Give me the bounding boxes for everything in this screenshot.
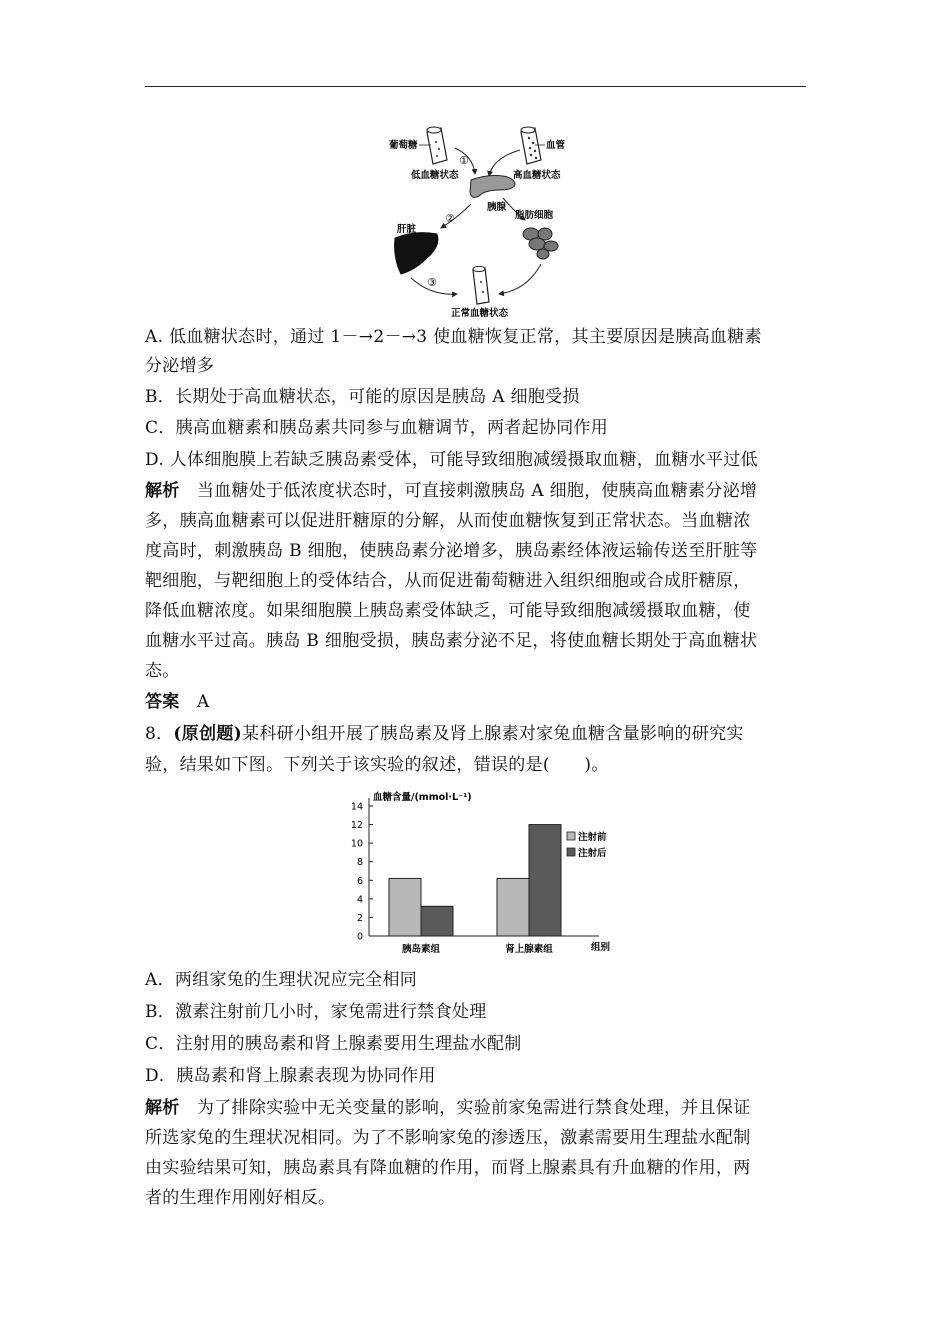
q7-analysis-label: 解析 [145,481,180,501]
y-tick-label: 4 [356,894,363,906]
pancreas-label: 胰腺 [487,202,507,213]
category-label: 胰岛素组 [401,944,441,955]
category-label: 肾上腺素组 [505,944,553,955]
q7-answer-line [145,690,210,714]
low-state-label: 低血糖状态 [411,170,459,181]
y-tick-label: 6 [356,875,363,887]
q7-option-c: C．胰高血糖素和胰岛素共同参与血糖调节，两者起协同作用 [145,418,609,438]
q8-analysis-line3: 由实验结果可知，胰岛素具有降血糖的作用，而肾上腺素具有升血糖的作用，两 [145,1158,751,1178]
bar-注射前-肾上腺素组 [497,878,529,936]
q7-analysis-line1 [145,479,757,503]
blood-vessel-low-icon [427,127,447,164]
liver-label: 肝脏 [397,224,417,235]
q7-analysis-line6: 血糖水平过高。胰岛 B 细胞受损，胰岛素分泌不足，将使血糖长期处于高血糖状 [145,631,758,651]
y-tick-label: 10 [350,838,363,850]
blood-vessel-high-icon [521,127,541,164]
q8-option-b: B．激素注射前几小时，家兔需进行禁食处理 [145,1002,487,1022]
q8-stem-line1 [145,722,744,746]
bar-注射后-肾上腺素组 [529,825,561,936]
step-2-label: ② [445,212,455,225]
normal-state-label: 正常血糖状态 [451,308,509,318]
y-tick-label: 12 [350,820,363,832]
liver-icon [395,233,438,274]
q8-number: 8． [145,724,174,744]
y-tick-label: 0 [356,931,363,943]
q7-option-d: D. 人体细胞膜上若缺乏胰岛素受体，可能导致细胞减缓摄取血糖，血糖水平过低 [145,450,758,470]
vessel-label: 血管 [546,140,566,151]
q7-option-b: B．长期处于高血糖状态，可能的原因是胰岛 A 细胞受损 [145,387,580,407]
y-tick-label: 2 [356,912,363,924]
header-rule [145,86,806,87]
legend-swatch-注射后 [567,848,575,856]
blood-vessel-normal-icon [473,266,489,304]
q8-stem-text1: 某科研小组开展了胰岛素及肾上腺素对家兔血糖含量影响的研究实 [242,724,744,744]
q7-analysis-line5: 降低血糖浓度。如果细胞膜上胰岛素受体缺乏，可能导致细胞减缓摄取血糖，使 [145,601,751,621]
blood-sugar-regulation-diagram [375,118,575,318]
q8-option-c: C．注射用的胰岛素和肾上腺素要用生理盐水配制 [145,1034,522,1054]
glucose-label: 葡萄糖 [389,140,418,151]
y-tick-label: 14 [350,801,363,813]
x-axis-label: 组别 [591,942,611,953]
q8-analysis-line1 [145,1096,751,1120]
q8-option-a: A．两组家兔的生理状况应完全相同 [145,970,418,990]
q8-analysis-text1: 为了排除实验中无关变量的影响，实验前家兔需进行禁食处理，并且保证 [196,1098,751,1118]
q8-option-d: D．胰岛素和肾上腺素表现为协同作用 [145,1066,436,1086]
q7-analysis-line2: 多，胰高血糖素可以促进肝糖原的分解，从而使血糖恢复到正常状态。当血糖浓 [145,511,751,531]
fat-cells-icon [523,228,558,259]
step-3-label: ③ [427,276,437,289]
q7-option-a-line2: 分泌增多 [145,356,215,376]
q8-tag: (原创题) [173,724,243,744]
q7-analysis-line7: 态。 [145,661,180,681]
q7-analysis-line3: 度高时，刺激胰岛 B 细胞，使胰岛素分泌增多，胰岛素经体液运输传送至肝脏等 [145,541,758,561]
q7-answer-value: A [196,692,210,712]
q7-answer-label: 答案 [145,692,180,712]
legend-label: 注射前 [578,832,607,843]
blood-sugar-bar-chart [335,788,625,960]
y-tick-label: 8 [356,857,363,869]
step-1-label: ① [459,154,469,167]
legend-swatch-注射前 [567,832,575,840]
fat-cells-label: 脂肪细胞 [515,210,554,221]
q8-analysis-line2: 所选家兔的生理状况相同。为了不影响家兔的渗透压，激素需要用生理盐水配制 [145,1128,751,1148]
q7-analysis-line4: 靶细胞，与靶细胞上的受体结合，从而促进葡萄糖进入组织细胞或合成肝糖原， [145,571,751,591]
q8-analysis-label: 解析 [145,1098,180,1118]
bar-注射前-胰岛素组 [389,878,421,936]
q7-option-a-line1: A. 低血糖状态时，通过 1－→2－→3 使血糖恢复正常，其主要原因是胰高血糖素 [145,327,762,347]
q7-analysis-text1: 当血糖处于低浓度状态时，可直接刺激胰岛 A 细胞，使胰高血糖素分泌增 [196,481,758,501]
legend-label: 注射后 [578,848,607,859]
high-state-label: 高血糖状态 [513,170,561,181]
y-axis-label: 血糖含量/(mmol·L⁻¹) [373,792,472,803]
q8-stem-line2: 验，结果如下图。下列关于该实验的叙述，错误的是( )。 [145,755,609,775]
q8-analysis-line4: 者的生理作用刚好相反。 [145,1188,336,1208]
bar-注射后-胰岛素组 [421,906,453,936]
pancreas-icon [470,176,515,198]
